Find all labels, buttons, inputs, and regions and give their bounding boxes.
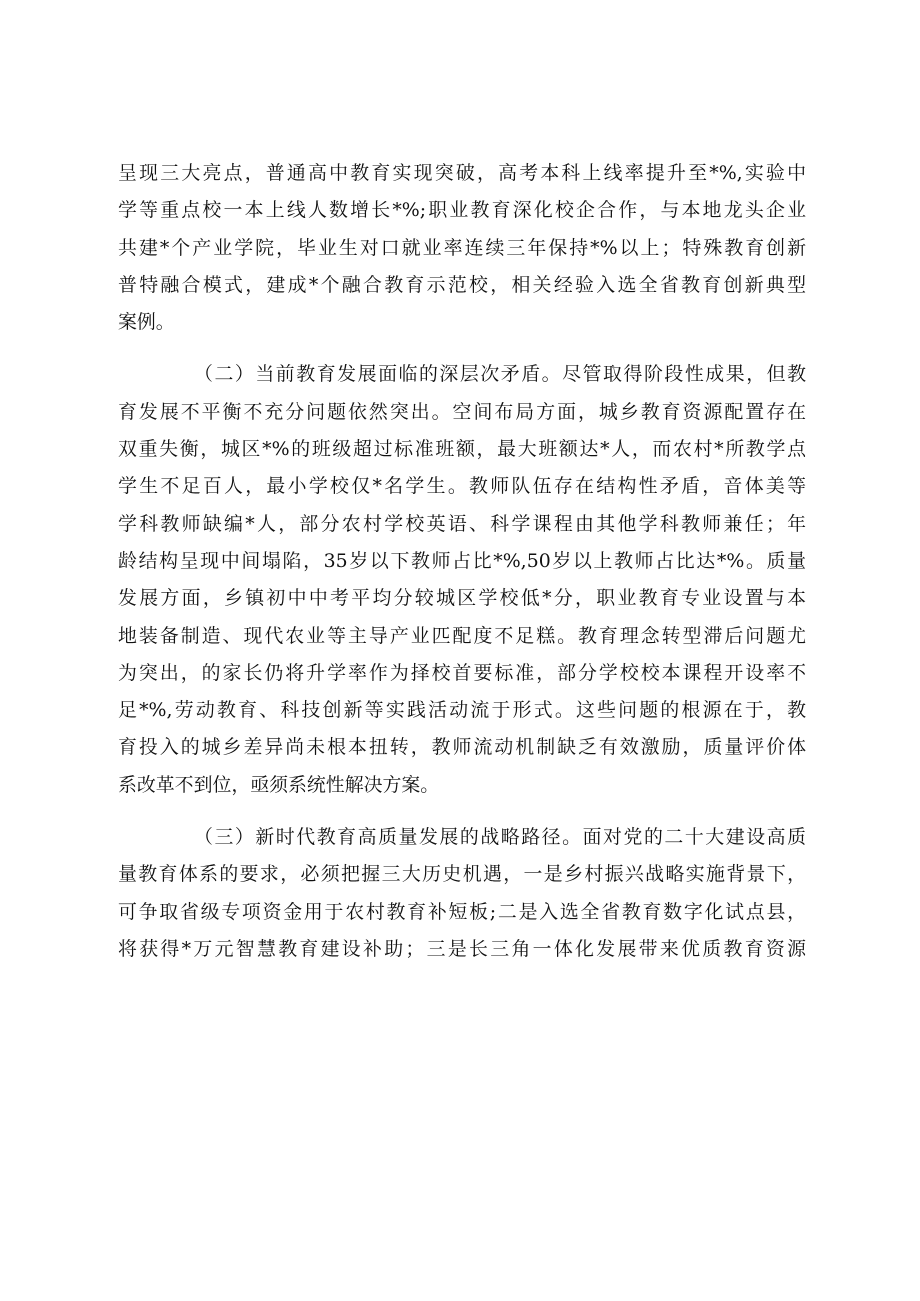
- paragraph-1: [118, 155, 806, 341]
- text-line: 地装备制造、现代农业等主导产业匹配度不足糕。教育理念转型滞后问题尤: [118, 624, 806, 647]
- text-line: 育投入的城乡差异尚未根本扭转，教师流动机制缺乏有效激励，质量评价体: [118, 736, 806, 759]
- text-line: 发展方面，乡镇初中中考平均分较城区学校低*分，职业教育专业设置与本: [118, 587, 806, 610]
- text-line: 案例。: [118, 311, 175, 334]
- paragraph-2: [118, 356, 806, 804]
- text-line: 龄结构呈现中间塌陷，35岁以下教师占比*%,50岁以上教师占比达*%。质量: [118, 549, 806, 572]
- document-body: [118, 155, 806, 968]
- paragraph-3: [118, 819, 806, 968]
- text-line: 呈现三大亮点，普通高中教育实现突破，高考本科上线率提升至*%,实验中: [118, 162, 806, 184]
- text-line: 双重失衡，城区*%的班级超过标准班额，最大班额达*人，而农村*所教学点: [118, 438, 806, 461]
- text-line: （二）当前教育发展面临的深层次矛盾。尽管取得阶段性成果，但教: [194, 363, 806, 386]
- text-line: 足*%,劳动教育、科技创新等实践活动流于形式。这些问题的根源在于，教: [118, 699, 806, 722]
- text-line: 育发展不平衡不充分问题依然突出。空间布局方面，城乡教育资源配置存在: [118, 400, 806, 423]
- text-line: 学科教师缺编*人，部分农村学校英语、科学课程由其他学科教师兼任；年: [118, 512, 806, 535]
- text-line: 将获得*万元智慧教育建设补助；三是长三角一体化发展带来优质教育资源: [118, 937, 806, 960]
- text-line: 普特融合模式，建成*个融合教育示范校，相关经验入选全省教育创新典型: [118, 273, 806, 296]
- text-line: 为突出，的家长仍将升学率作为择校首要标准，部分学校校本课程开设率不: [118, 661, 806, 684]
- text-line: 共建*个产业学院，毕业生对口就业率连续三年保持*%以上；特殊教育创新: [118, 236, 806, 259]
- text-line: 学生不足百人，最小学校仅*名学生。教师队伍存在结构性矛盾，音体美等: [118, 475, 806, 498]
- text-line: 学等重点校一本上线人数增长*%;职业教育深化校企合作，与本地龙头企业: [118, 199, 806, 222]
- text-line: 量教育体系的要求，必须把握三大历史机遇，一是乡村振兴战略实施背景下，: [118, 863, 806, 886]
- text-line: （三）新时代教育高质量发展的战略路径。面对党的二十大建设高质: [194, 826, 806, 849]
- text-line: 可争取省级专项资金用于农村教育补短板;二是入选全省教育数字化试点县，: [118, 900, 806, 923]
- text-line: 系改革不到位，亟须系统性解决方案。: [118, 773, 440, 796]
